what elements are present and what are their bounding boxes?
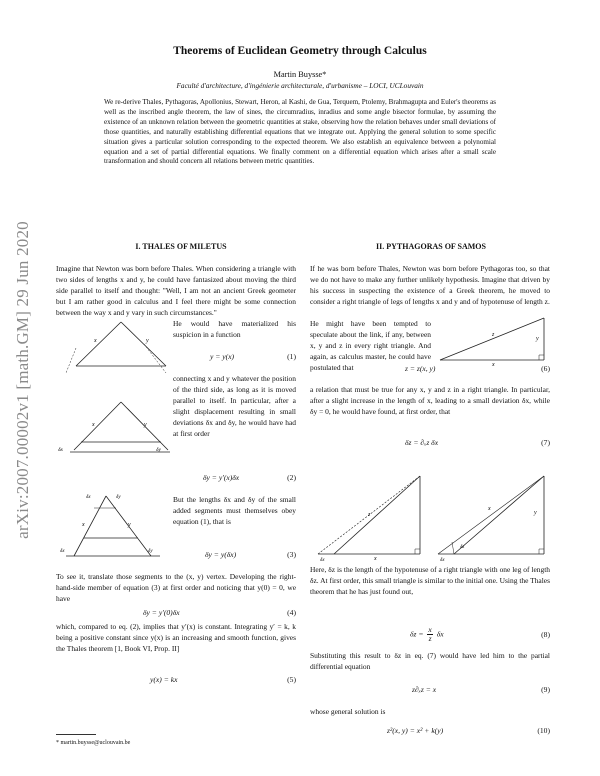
section-heading-thales: I. THALES OF MILETUS [135,242,227,251]
figure-label: δy [148,549,153,554]
equation-number: (4) [287,608,296,617]
paragraph: He would have materialized his suspicion in a function [173,319,296,339]
paragraph: whose general solution is [310,707,386,716]
figure-label: x [92,422,95,428]
equation-number: (1) [287,352,296,361]
equation-1: y = y(x) [210,352,235,361]
figure-label: δx [60,549,65,554]
figure-label: y [144,422,147,428]
equation-number: (6) [541,364,550,373]
equation-number: (2) [287,473,296,482]
section-heading-pythagoras: II. PYTHAGORAS OF SAMOS [376,242,486,251]
equation-6: z = z(x, y) [405,364,436,373]
paragraph: Here, δz is the length of the hypotenuse of a right triangle with one leg of length δz. At first order, this small triangle is similar to the initial one. Using the Thales theorem that he has just found out, [310,565,550,596]
figure-label: δx [320,558,325,562]
figure-label: z [492,332,495,338]
thales-figure-3 [56,490,172,566]
equation-10: z²(x, y) = x² + k(y) [387,726,444,735]
equation-8-lhs: δz = [410,629,424,639]
footnote: * martin.buysse@uclouvain.be [56,740,131,746]
figure-label: y [536,336,539,342]
equation-8 [410,626,444,643]
figure-label: y [534,510,537,516]
paragraph: which, compared to eq. (2), implies that y′(x) is constant. Integrating y′ = k, k being a positive constant since y(x) is an increasing and smooth function, gives the Thales theorem [1, Book VI, Prop. II] [56,622,296,653]
equation-number: (3) [287,550,296,559]
paragraph: connecting x and y whatever the position of the third side, as long as it is moved parallel to itself. In particular, after a slight displacement resulting in small deviations δx and δy, he would have had at first order [173,374,296,438]
figure-label: y [146,338,149,344]
figure-label: x [94,338,97,344]
equation-9: z∂ₓz = x [412,685,437,694]
fraction: $\frac{x}{z}$ [428,625,432,643]
equation-number: (5) [287,675,296,684]
abstract: We re-derive Thales, Pythagoras, Apollonius, Stewart, Heron, al Kashi, de Gua, Terquem, Ptolemy, Brahmagupta and Euler's theorems as well as the inscribed angle theorem, the law of sines, the circumradius, inradius and some angle bisector formulae, by assuming the existence of an unknown relation between the geometric quantities at stake, observing how the relation behaves under small deviations of those quantities, and naturally establishing differential equations that we integrate out. Applying the general solution to some specific situation gives a particular solution corresponding to the expected theorem. We also establish an equivalence between a polynomial equation and a set of partial differential equations. We finally comment on a differential equation which arises after a small scale transformation and should concern all relations between metric quantities. [104,98,496,166]
equation-number: (8) [541,630,550,639]
equation-number: (9) [541,685,550,694]
figure-label: x [374,556,377,562]
figure-label: δx [440,558,445,562]
equation-number: (7) [541,438,550,447]
figure-label: δy [116,495,121,500]
paragraph: To see it, translate those segments to the (x, y) vertex. Developing the right-hand-side member of equation (3) at first order and noticing that y(0) = 0, we have [56,572,296,603]
paragraph: But the lengths δx and δy of the small added segments must themselves obey equation (1), that is [173,495,296,526]
figure-label: x [82,522,85,528]
equation-2: δy = y′(x)δx [203,473,240,482]
equation-3: δy = y(δx) [205,550,237,559]
figure-label: δx [86,495,91,500]
footnote-rule [56,734,96,735]
equation-7: δz = ∂ₓz δx [405,438,439,447]
pythagoras-figure-1 [434,316,550,366]
figure-label: δz [460,545,465,550]
figure-label: δy [156,447,161,453]
equation-5: y(x) = kx [150,675,178,684]
paragraph: Imagine that Newton was born before Thales. When considering a triangle with two sides of lengths x and y, he could have fantasized about moving the third side parallel to itself and thought: "Well, I am not an ancient Greek geometer but I am rather good in calculus and I feel there might be some connection between the way x and y vary in such circumstances." [56,264,296,317]
figure-label: x [488,506,491,512]
figure-label: z [368,512,371,518]
figure-label: x [492,362,495,366]
equation-4: δy = y′(0)δx [143,608,180,617]
thales-figure-1 [56,318,172,376]
arxiv-identifier: arXiv:2007.00002v1 [math.GM] 29 Jun 2020 [13,221,32,539]
author-name: Martin Buysse* [273,70,327,79]
paper-title: Theorems of Euclidean Geometry through Calculus [173,45,427,57]
paragraph: If he was born before Thales, Newton was born before Pythagoras too, so that we do not have to make any further unlikely hypothesis. Imagine that driven by his success in suspecting the existence of a Greek theorem, he moved to consider a right triangle of legs of lengths x and y and of hypotenuse of length z. [310,264,550,306]
equation-8-rhs: δx [436,629,444,639]
equation-number: (10) [537,726,550,735]
figure-label: δx [58,447,63,453]
pythagoras-figure-2 [312,470,552,562]
thales-figure-2 [56,398,172,462]
figure-label: y [128,522,131,528]
paragraph: a relation that must be true for any x, y and z in a right triangle. In particular, after a slight increase in the length of x, leading to a small deviation δx, while δy = 0, he would have found, at first order, that [310,385,550,416]
affiliation: Faculté d'architecture, d'ingénierie architecturale, d'urbanisme – LOCI, UCLouvain [176,81,424,90]
paragraph: Substituting this result to δz in eq. (7) would have led him to the partial differential equation [310,651,550,671]
paragraph: He might have been tempted to speculate about the link, if any, between x, y and z in every right triangle. And again, as calculus master, he could have postulated that [310,319,431,372]
